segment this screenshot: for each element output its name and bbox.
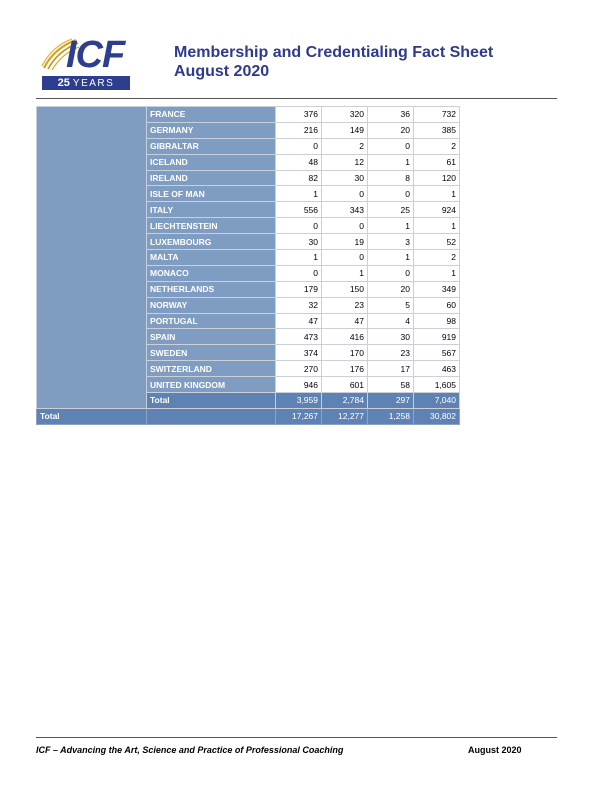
value-cell: 732 bbox=[414, 107, 460, 123]
subtotal-value: 3,959 bbox=[276, 393, 322, 409]
value-cell: 376 bbox=[276, 107, 322, 123]
value-cell: 556 bbox=[276, 202, 322, 218]
logo-years-band bbox=[42, 76, 130, 90]
value-cell: 30 bbox=[368, 329, 414, 345]
value-cell: 919 bbox=[414, 329, 460, 345]
value-cell: 216 bbox=[276, 122, 322, 138]
grand-total-value: 17,267 bbox=[276, 408, 322, 424]
value-cell: 25 bbox=[368, 202, 414, 218]
value-cell: 270 bbox=[276, 361, 322, 377]
value-cell: 0 bbox=[276, 138, 322, 154]
header-divider bbox=[36, 98, 557, 99]
value-cell: 924 bbox=[414, 202, 460, 218]
membership-table bbox=[36, 106, 460, 425]
country-cell: LUXEMBOURG bbox=[147, 234, 276, 250]
country-cell: GIBRALTAR bbox=[147, 138, 276, 154]
country-cell: SWEDEN bbox=[147, 345, 276, 361]
value-cell: 416 bbox=[322, 329, 368, 345]
country-cell: UNITED KINGDOM bbox=[147, 377, 276, 393]
value-cell: 0 bbox=[276, 218, 322, 234]
country-cell: SPAIN bbox=[147, 329, 276, 345]
footer-date: August 2020 bbox=[468, 745, 522, 755]
value-cell: 149 bbox=[322, 122, 368, 138]
country-cell: LIECHTENSTEIN bbox=[147, 218, 276, 234]
region-cell bbox=[37, 107, 147, 409]
country-cell: NORWAY bbox=[147, 297, 276, 313]
country-cell: ISLE OF MAN bbox=[147, 186, 276, 202]
value-cell: 473 bbox=[276, 329, 322, 345]
value-cell: 98 bbox=[414, 313, 460, 329]
page-title-line2: August 2020 bbox=[174, 63, 270, 80]
value-cell: 82 bbox=[276, 170, 322, 186]
page-title bbox=[174, 43, 493, 81]
value-cell: 120 bbox=[414, 170, 460, 186]
value-cell: 463 bbox=[414, 361, 460, 377]
value-cell: 1 bbox=[276, 250, 322, 266]
subtotal-label: Total bbox=[147, 393, 276, 409]
country-cell: PORTUGAL bbox=[147, 313, 276, 329]
value-cell: 5 bbox=[368, 297, 414, 313]
footer-tagline: ICF – Advancing the Art, Science and Practice of Professional Coaching bbox=[36, 745, 344, 755]
value-cell: 601 bbox=[322, 377, 368, 393]
value-cell: 30 bbox=[276, 234, 322, 250]
value-cell: 32 bbox=[276, 297, 322, 313]
logo-years-word: YEARS bbox=[72, 78, 115, 89]
value-cell: 12 bbox=[322, 154, 368, 170]
value-cell: 20 bbox=[368, 122, 414, 138]
country-cell: SWITZERLAND bbox=[147, 361, 276, 377]
value-cell: 3 bbox=[368, 234, 414, 250]
value-cell: 343 bbox=[322, 202, 368, 218]
value-cell: 0 bbox=[276, 265, 322, 281]
icf-logo bbox=[40, 34, 132, 90]
grand-total-value: 30,802 bbox=[414, 408, 460, 424]
value-cell: 23 bbox=[322, 297, 368, 313]
subtotal-value: 2,784 bbox=[322, 393, 368, 409]
country-cell: NETHERLANDS bbox=[147, 281, 276, 297]
value-cell: 1 bbox=[276, 186, 322, 202]
value-cell: 4 bbox=[368, 313, 414, 329]
country-cell: GERMANY bbox=[147, 122, 276, 138]
value-cell: 60 bbox=[414, 297, 460, 313]
value-cell: 2 bbox=[414, 138, 460, 154]
value-cell: 320 bbox=[322, 107, 368, 123]
value-cell: 30 bbox=[322, 170, 368, 186]
value-cell: 1 bbox=[368, 218, 414, 234]
value-cell: 349 bbox=[414, 281, 460, 297]
value-cell: 2 bbox=[414, 250, 460, 266]
value-cell: 2 bbox=[322, 138, 368, 154]
value-cell: 61 bbox=[414, 154, 460, 170]
value-cell: 1 bbox=[414, 218, 460, 234]
logo-years-number: 25 bbox=[57, 77, 70, 89]
grand-total-label: Total bbox=[37, 408, 147, 424]
value-cell: 567 bbox=[414, 345, 460, 361]
value-cell: 150 bbox=[322, 281, 368, 297]
country-cell: MONACO bbox=[147, 265, 276, 281]
value-cell: 374 bbox=[276, 345, 322, 361]
value-cell: 1 bbox=[368, 250, 414, 266]
value-cell: 0 bbox=[368, 265, 414, 281]
value-cell: 385 bbox=[414, 122, 460, 138]
country-cell: IRELAND bbox=[147, 170, 276, 186]
footer-divider bbox=[36, 737, 557, 738]
grand-total-value: 1,258 bbox=[368, 408, 414, 424]
value-cell: 946 bbox=[276, 377, 322, 393]
value-cell: 1 bbox=[322, 265, 368, 281]
value-cell: 19 bbox=[322, 234, 368, 250]
value-cell: 36 bbox=[368, 107, 414, 123]
grand-total-row bbox=[37, 408, 460, 424]
value-cell: 176 bbox=[322, 361, 368, 377]
value-cell: 0 bbox=[322, 186, 368, 202]
grand-total-value: 12,277 bbox=[322, 408, 368, 424]
table-row bbox=[37, 107, 460, 123]
grand-total-spacer bbox=[147, 408, 276, 424]
value-cell: 1 bbox=[368, 154, 414, 170]
value-cell: 1,605 bbox=[414, 377, 460, 393]
country-cell: ICELAND bbox=[147, 154, 276, 170]
value-cell: 17 bbox=[368, 361, 414, 377]
value-cell: 8 bbox=[368, 170, 414, 186]
value-cell: 0 bbox=[322, 218, 368, 234]
value-cell: 47 bbox=[276, 313, 322, 329]
value-cell: 0 bbox=[368, 138, 414, 154]
country-cell: MALTA bbox=[147, 250, 276, 266]
value-cell: 179 bbox=[276, 281, 322, 297]
value-cell: 47 bbox=[322, 313, 368, 329]
value-cell: 23 bbox=[368, 345, 414, 361]
country-cell: FRANCE bbox=[147, 107, 276, 123]
value-cell: 1 bbox=[414, 186, 460, 202]
value-cell: 48 bbox=[276, 154, 322, 170]
logo-letters: ICF bbox=[66, 34, 125, 76]
value-cell: 0 bbox=[322, 250, 368, 266]
value-cell: 20 bbox=[368, 281, 414, 297]
subtotal-value: 297 bbox=[368, 393, 414, 409]
page-title-line1: Membership and Credentialing Fact Sheet bbox=[174, 44, 494, 61]
value-cell: 0 bbox=[368, 186, 414, 202]
value-cell: 52 bbox=[414, 234, 460, 250]
country-cell: ITALY bbox=[147, 202, 276, 218]
value-cell: 58 bbox=[368, 377, 414, 393]
value-cell: 170 bbox=[322, 345, 368, 361]
subtotal-value: 7,040 bbox=[414, 393, 460, 409]
value-cell: 1 bbox=[414, 265, 460, 281]
